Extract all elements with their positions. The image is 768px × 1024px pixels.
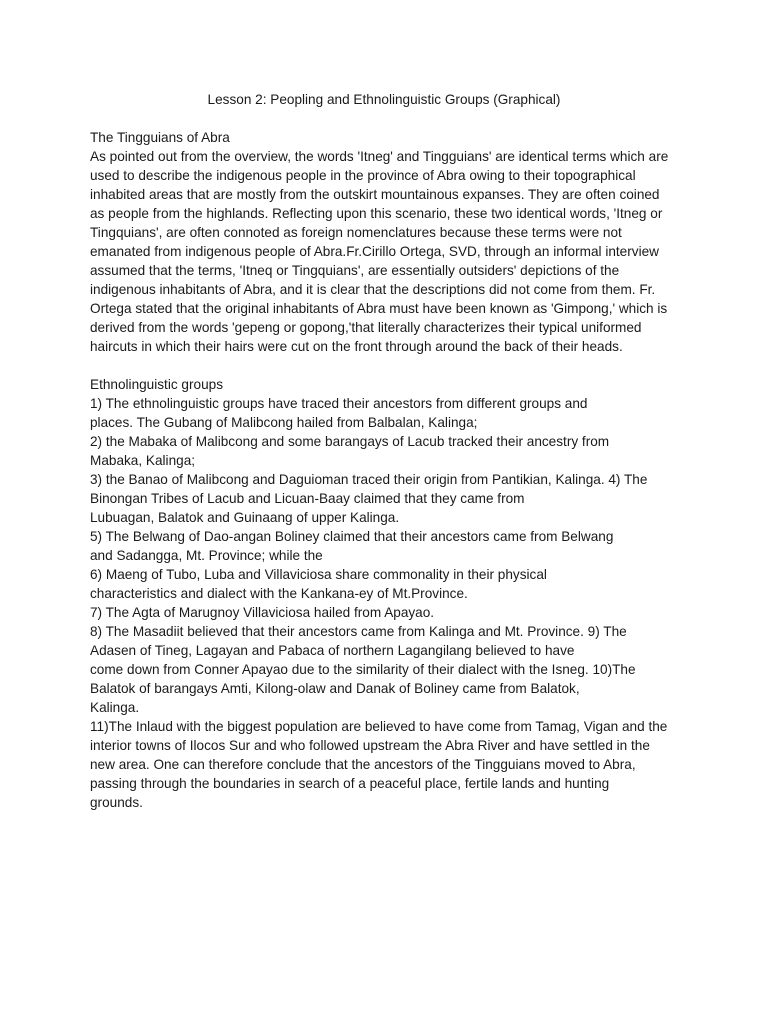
text-line: 2) the Mabaka of Malibcong and some barangays of Lacub tracked their ancestry from — [90, 434, 610, 449]
text-line: interior towns of Ilocos Sur and who followed upstream the Abra River and have settled in the — [90, 738, 650, 753]
paragraph-ethnolinguistic — [90, 394, 690, 812]
text-line: haircuts in which their hairs were cut on the front through around the back of their heads. — [90, 339, 623, 354]
text-line: as people from the highlands. Reflecting upon this scenario, these two identical words, 'Itneg or — [90, 206, 663, 221]
text-line: used to describe the indigenous people in the province of Abra owing to their topographical — [90, 168, 636, 183]
text-line: Mabaka, Kalinga; — [90, 453, 196, 468]
text-line: assumed that the terms, 'Itneq or Tingquians', are essentially outsiders' depictions of the — [90, 263, 620, 278]
text-line: inhabited areas that are mostly from the outskirt mountainous expanses. They are often coined — [90, 187, 660, 202]
paragraph-tingguians — [90, 147, 690, 356]
text-line: Adasen of Tineg, Lagayan and Pabaca of northern Lagangilang believed to have — [90, 643, 575, 658]
text-line: characteristics and dialect with the Kankana-ey of Mt.Province. — [90, 586, 468, 601]
text-line: Binongan Tribes of Lacub and Licuan-Baay claimed that they came from — [90, 491, 525, 506]
document-title: Lesson 2: Peopling and Ethnolinguistic Groups (Graphical) — [207, 92, 561, 107]
text-line: Ortega stated that the original inhabitants of Abra must have been known as 'Gimpong,' which is — [90, 301, 668, 316]
text-line: 3) the Banao of Malibcong and Daguioman traced their origin from Pantikian, Kalinga. 4) The — [90, 472, 648, 487]
text-line: As pointed out from the overview, the words 'Itneg' and Tingguians' are identical terms which are — [90, 149, 669, 164]
text-line: passing through the boundaries in search of a peaceful place, fertile lands and hunting — [90, 776, 610, 791]
document-body — [90, 128, 690, 812]
text-line: 6) Maeng of Tubo, Luba and Villaviciosa share commonality in their physical — [90, 567, 547, 582]
text-line: derived from the words 'gepeng or gopong,'that literally characterizes their typical uniformed — [90, 320, 642, 335]
text-line: Lubuagan, Balatok and Guinaang of upper Kalinga. — [90, 510, 400, 525]
text-line: grounds. — [90, 795, 143, 810]
text-line: 11)The Inlaud with the biggest population are believed to have come from Tamag, Vigan and the — [90, 719, 668, 734]
text-line: 8) The Masadiit believed that their ancestors came from Kalinga and Mt. Province. 9) The — [90, 624, 627, 639]
text-line: and Sadangga, Mt. Province; while the — [90, 548, 323, 563]
text-line: 5) The Belwang of Dao-angan Boliney claimed that their ancestors came from Belwang — [90, 529, 614, 544]
text-line: emanated from indigenous people of Abra.Fr.Cirillo Ortega, SVD, through an informal interview — [90, 244, 659, 259]
text-line: 1) The ethnolinguistic groups have traced their ancestors from different groups and — [90, 396, 588, 411]
paragraph-gap — [90, 356, 690, 375]
text-line: 7) The Agta of Marugnoy Villaviciosa hailed from Apayao. — [90, 605, 435, 620]
text-line: indigenous inhabitants of Abra, and it is clear that the descriptions did not come from them. Fr. — [90, 282, 656, 297]
text-line: Tingquians', are often connoted as foreign nomenclatures because these terms were not — [90, 225, 622, 240]
text-line: places. The Gubang of Malibcong hailed from Balbalan, Kalinga; — [90, 415, 478, 430]
text-line: Balatok of barangays Amti, Kilong-olaw and Danak of Boliney came from Balatok, — [90, 681, 580, 696]
text-line: new area. One can therefore conclude that the ancestors of the Tingguians moved to Abra, — [90, 757, 636, 772]
text-line: Kalinga. — [90, 700, 140, 715]
section-heading-tingguians: The Tingguians of Abra — [90, 130, 230, 145]
section-heading-ethnolinguistic: Ethnolinguistic groups — [90, 377, 223, 392]
text-line: come down from Conner Apayao due to the similarity of their dialect with the Isneg. 10)The — [90, 662, 636, 677]
